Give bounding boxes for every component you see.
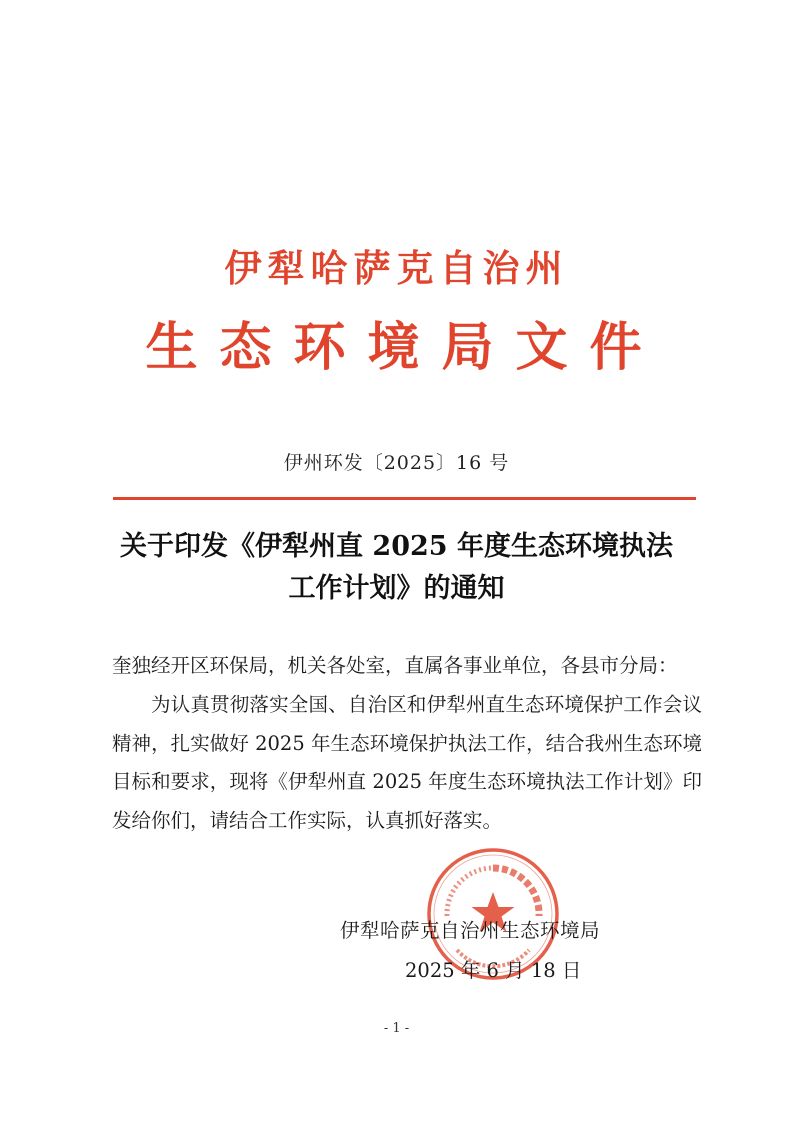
signing-date: 2025 年 6 月 18 日 (405, 959, 582, 982)
body-paragraph: 为认真贯彻落实全国、自治区和伊犁州直生态环境保护工作会议精神，扎实做好 2025 年生态环境保护执法工作，结合我州生态环境目标和要求，现将《伊犁州直 2025 年度生态环境执法工作计划》印发给你们，请结合工作实际，认真抓好落实。 (112, 693, 702, 832)
document-type-header: 生态环境局文件 (145, 317, 664, 378)
issuing-org-header: 伊犁哈萨克自治州 (224, 246, 569, 290)
signing-organization: 伊犁哈萨克自治州生态环境局 (340, 919, 601, 942)
page-number: - 1 - (383, 1021, 410, 1036)
salutation: 奎独经开区环保局，机关各处室，直属各事业单位，各县市分局： (112, 654, 678, 677)
title-line-2: 工作计划》的通知 (288, 573, 505, 604)
red-separator-line (113, 497, 696, 500)
document-number: 伊州环发〔2025〕16 号 (283, 452, 510, 474)
title-line-1: 关于印发《伊犁州直 2025 年度生态环境执法 (120, 531, 673, 562)
document-title (80, 526, 713, 610)
